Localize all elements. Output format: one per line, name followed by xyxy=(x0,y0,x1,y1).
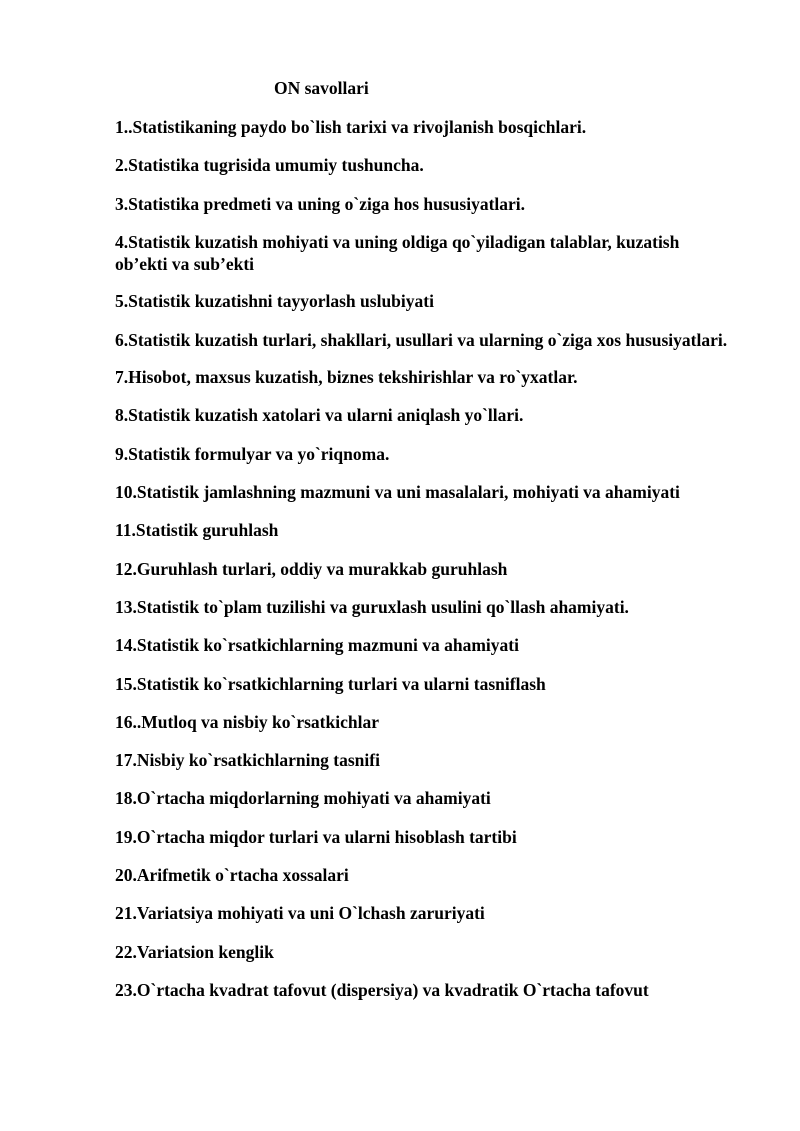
question-item-8: 8.Statistik kuzatish xatolari va ularni aniqlash yo`llari. xyxy=(115,405,524,426)
question-item-10: 10.Statistik jamlashning mazmuni va uni masalalari, mohiyati va ahamiyati xyxy=(115,482,680,503)
question-item-1: 1..Statistikaning paydo bo`lish tarixi va rivojlanish bosqichlari. xyxy=(115,117,587,137)
question-item-18: 18.O`rtacha miqdorlarning mohiyati va ahamiyati xyxy=(115,788,491,809)
question-item-2: 2.Statistika tugrisida umumiy tushuncha. xyxy=(115,155,424,176)
question-item-15: 15.Statistik ko`rsatkichlarning turlari va ularni tasniflash xyxy=(115,673,546,694)
question-item-6: 6.Statistik kuzatish turlari, shakllari, usullari va ularning o`ziga xos hususiyatlari. xyxy=(115,329,728,350)
question-item-3: 3.Statistika predmeti va uning o`ziga hos hususiyatlari. xyxy=(115,193,526,214)
question-item-12: 12.Guruhlash turlari, oddiy va murakkab guruhlash xyxy=(115,558,508,579)
question-item-5: 5.Statistik kuzatishni tayyorlash uslubiyati xyxy=(115,291,434,312)
question-item-13: 13.Statistik to`plam tuzilishi va guruxlash usulini qo`llash ahamiyati. xyxy=(115,596,629,617)
question-item-11: 11.Statistik guruhlash xyxy=(115,520,279,541)
question-item-21: 21.Variatsiya mohiyati va uni O`lchash zaruriyati xyxy=(115,903,485,924)
question-item-9: 9.Statistik formulyar va yo`riqnoma. xyxy=(115,443,390,464)
question-item-22: 22.Variatsion kenglik xyxy=(115,941,274,962)
question-item-14: 14.Statistik ko`rsatkichlarning mazmuni va ahamiyati xyxy=(115,635,519,656)
question-item-19: 19.O`rtacha miqdor turlari va ularni hisoblash tartibi xyxy=(115,826,517,847)
question-item-23: 23.O`rtacha kvadrat tafovut (dispersiya) va kvadratik O`rtacha tafovut xyxy=(115,979,649,1000)
question-item-4: 4.Statistik kuzatish mohiyati va uning oldiga qo`yiladigan talablar, kuzatish ob’ekti va sub’ekti xyxy=(115,231,680,274)
question-item-20: 20.Arifmetik o`rtacha xossalari xyxy=(115,865,349,886)
question-item-16: 16..Mutloq va nisbiy ko`rsatkichlar xyxy=(115,711,379,732)
question-list xyxy=(115,116,735,1017)
question-item-7: 7.Hisobot, maxsus kuzatish, biznes tekshirishlar va ro`yxatlar. xyxy=(115,367,578,388)
document-title: ON savollari xyxy=(274,78,369,98)
question-item-17: 17.Nisbiy ko`rsatkichlarning tasnifi xyxy=(115,750,380,771)
